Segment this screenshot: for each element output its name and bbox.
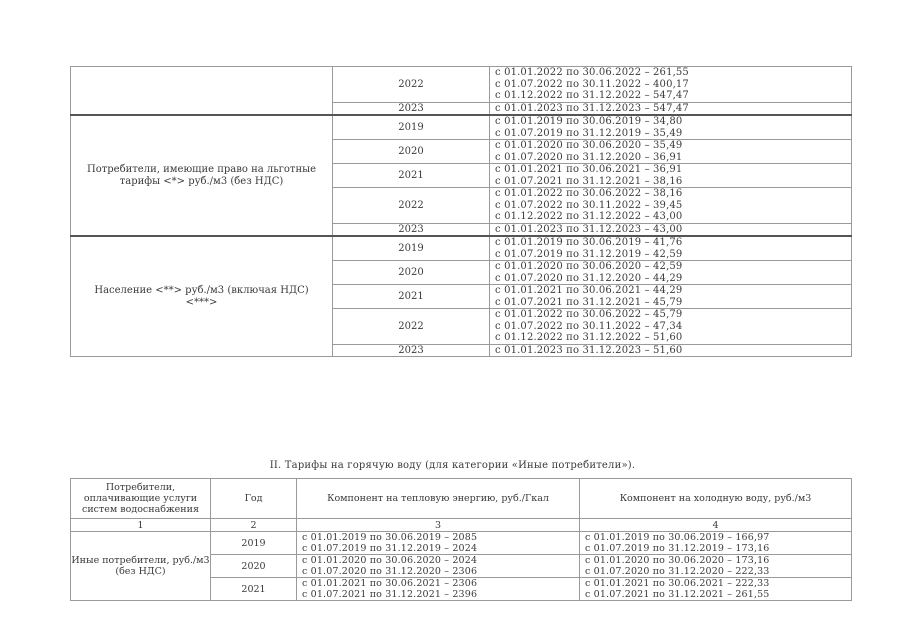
- period-cell: [580, 555, 852, 578]
- hot-water-section-caption: II. Тарифы на горячую воду (для категории «Иные потребители»).: [269, 460, 636, 471]
- column-number: 2: [211, 519, 297, 532]
- category-cell: Иные потребители, руб./м3 (без НДС): [71, 532, 211, 601]
- period-cell: [490, 309, 852, 345]
- period-cell: [580, 578, 852, 601]
- period-line: с 01.01.2021 по 30.06.2021 – 222,33: [585, 578, 770, 589]
- column-number: 1: [71, 519, 211, 532]
- period-line: с 01.01.2022 по 30.06.2022 – 38,16: [495, 188, 683, 199]
- year-cell: 2021: [333, 164, 490, 188]
- year-cell: 2023: [333, 102, 490, 115]
- header-consumers: Потребители, оплачивающие услуги систем водоснабжения: [71, 479, 211, 519]
- period-cell: [490, 344, 852, 357]
- period-line: с 01.12.2022 по 31.12.2022 – 547,47: [495, 90, 689, 101]
- period-line: с 01.07.2019 по 31.12.2019 – 173,16: [585, 543, 770, 554]
- year-cell: 2020: [333, 261, 490, 285]
- table-row: [71, 236, 852, 261]
- period-line: с 01.01.2020 по 30.06.2020 – 35,49: [495, 140, 683, 151]
- period-line: с 01.01.2020 по 30.06.2020 – 173,16: [585, 555, 770, 566]
- period-cell: [297, 555, 580, 578]
- hot-water-table-body: [71, 479, 852, 601]
- year-cell: 2022: [333, 309, 490, 345]
- year-cell: 2020: [211, 555, 297, 578]
- period-cell: [490, 285, 852, 309]
- header-heat-component: Компонент на тепловую энергию, руб./Гкал: [297, 479, 580, 519]
- table-row: [71, 67, 852, 103]
- period-line: с 01.07.2020 по 31.12.2020 – 2306: [302, 566, 478, 577]
- year-cell: 2019: [211, 532, 297, 555]
- period-line: с 01.07.2020 по 31.12.2020 – 44,29: [495, 272, 683, 284]
- header-cold-component: Компонент на холодную воду, руб./м3: [580, 479, 852, 519]
- header-year: Год: [211, 479, 297, 519]
- year-cell: 2019: [333, 115, 490, 140]
- period-cell: [490, 115, 852, 140]
- period-line: с 01.12.2022 по 31.12.2022 – 43,00: [495, 211, 683, 222]
- period-line: с 01.07.2021 по 31.12.2021 – 2396: [302, 589, 478, 600]
- period-line: с 01.07.2022 по 30.11.2022 – 47,34: [495, 320, 683, 332]
- period-line: с 01.01.2023 по 31.12.2023 – 547,47: [495, 102, 689, 114]
- category-cell: [71, 67, 333, 116]
- period-line: с 01.07.2021 по 31.12.2021 – 38,16: [495, 175, 683, 187]
- period-line: с 01.07.2021 по 31.12.2021 – 261,55: [585, 589, 770, 600]
- period-cell: [297, 578, 580, 601]
- period-line: с 01.01.2020 по 30.06.2020 – 2024: [302, 555, 478, 566]
- period-cell: [490, 261, 852, 285]
- period-line: с 01.01.2019 по 30.06.2019 – 166,97: [585, 532, 770, 543]
- period-cell: [490, 67, 852, 103]
- year-cell: 2019: [333, 236, 490, 261]
- period-line: с 01.01.2019 по 30.06.2019 – 2085: [302, 532, 478, 543]
- tariff-table-body: [71, 67, 852, 357]
- category-cell: Потребители, имеющие право на льготные тарифы <*> руб./м3 (без НДС): [71, 115, 333, 236]
- year-cell: 2022: [333, 67, 490, 103]
- period-line: с 01.01.2023 по 31.12.2023 – 43,00: [495, 223, 683, 235]
- period-line: с 01.01.2019 по 30.06.2019 – 41,76: [495, 237, 683, 248]
- year-cell: 2023: [333, 344, 490, 357]
- tariff-table-cold-water: [70, 66, 852, 357]
- period-cell: [580, 532, 852, 555]
- period-cell: [297, 532, 580, 555]
- period-cell: [490, 140, 852, 164]
- period-line: с 01.01.2023 по 31.12.2023 – 51,60: [495, 344, 683, 356]
- period-line: с 01.07.2021 по 31.12.2021 – 45,79: [495, 296, 683, 308]
- period-cell: [490, 164, 852, 188]
- year-cell: 2020: [333, 140, 490, 164]
- period-cell: [490, 102, 852, 115]
- period-line: с 01.01.2021 по 30.06.2021 – 44,29: [495, 285, 683, 296]
- period-line: с 01.07.2020 по 31.12.2020 – 222,33: [585, 566, 770, 577]
- table-row: [71, 532, 852, 555]
- category-cell: Население <**> руб./м3 (включая НДС) <***>: [71, 236, 333, 357]
- tariff-table-hot-water: [70, 478, 852, 601]
- year-cell: 2023: [333, 223, 490, 236]
- period-line: с 01.01.2020 по 30.06.2020 – 42,59: [495, 261, 683, 272]
- period-cell: [490, 188, 852, 224]
- period-line: с 01.01.2022 по 30.06.2022 – 45,79: [495, 309, 683, 320]
- period-line: с 01.01.2021 по 30.06.2021 – 36,91: [495, 164, 683, 175]
- year-cell: 2021: [211, 578, 297, 601]
- column-number: 4: [580, 519, 852, 532]
- table-row: [71, 115, 852, 140]
- period-line: с 01.07.2019 по 31.12.2019 – 42,59: [495, 248, 683, 260]
- year-cell: 2022: [333, 188, 490, 224]
- period-line: с 01.01.2021 по 30.06.2021 – 2306: [302, 578, 478, 589]
- period-line: с 01.12.2022 по 31.12.2022 – 51,60: [495, 332, 683, 343]
- year-cell: 2021: [333, 285, 490, 309]
- period-line: с 01.07.2022 по 30.11.2022 – 39,45: [495, 199, 683, 211]
- period-line: с 01.07.2019 по 31.12.2019 – 35,49: [495, 127, 683, 139]
- period-line: с 01.01.2022 по 30.06.2022 – 261,55: [495, 67, 689, 78]
- period-line: с 01.01.2019 по 30.06.2019 – 34,80: [495, 116, 683, 127]
- period-cell: [490, 236, 852, 261]
- column-number: 3: [297, 519, 580, 532]
- period-cell: [490, 223, 852, 236]
- period-line: с 01.07.2022 по 30.11.2022 – 400,17: [495, 78, 689, 90]
- period-line: с 01.07.2019 по 31.12.2019 – 2024: [302, 543, 478, 554]
- period-line: с 01.07.2020 по 31.12.2020 – 36,91: [495, 151, 683, 163]
